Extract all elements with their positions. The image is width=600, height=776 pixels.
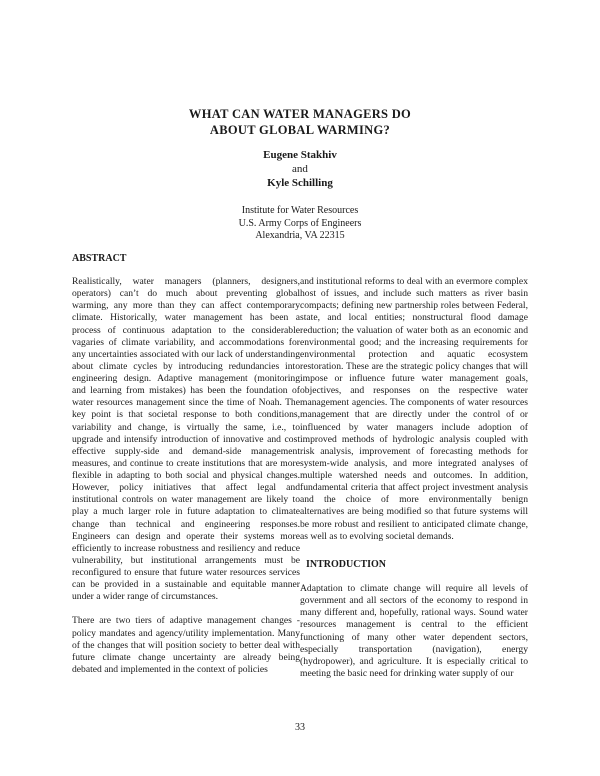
abstract-heading: ABSTRACT [72,253,127,264]
author-2: Kyle Schilling [267,177,333,189]
left-column [72,276,300,676]
affiliation-line-2: U.S. Army Corps of Engineers [238,217,362,229]
page-number: 33 [295,722,305,733]
abstract-paragraph-2: There are two tiers of adaptive management changes - policy mandates and agency/utility implementation. Many of the changes that will position society to better deal with future climate change uncertainty are already being debated and implemented in the context of policies [72,615,300,675]
affiliation-line-3: Alexandria, VA 22315 [255,230,345,241]
affiliation-line-1: Institute for Water Resources [241,205,359,216]
author-1: Eugene Stakhiv [263,149,337,161]
introduction-heading: INTRODUCTION [306,559,387,570]
abstract-continuation: and institutional reforms to deal with an evermore complex host of issues, and include such matters as river basin compacts; defining new partnership roles between Federal, state, and local entities; nonstructural flood damage reduction; the valuation of water both as an economic and environmental good; and the increasing requirements for environmental protection and aquatic ecosystem restoration. These are the strategic policy changes that will impose or influence future water management goals, objectives, and responses on the respective water management agencies. The components of water resources management that are directly under the control of or influenced by water managers include adoption of improved methods of hydrologic analysis coupled with risk analysis, improvement of forecasting methods for system-wide analysis, and more integrated analyses of multiple watershed needs and outcomes. In addition, fundamental criteria that affect project investment analysis and the choice of more environmentally benign alternatives are being modified so that future systems will be more robust and resilient to anticipated climate change, as well as to evolving societal demands. [300,276,528,542]
abstract-paragraph-1: Realistically, water managers (planners, designers, operators) can’t do much about preventing global warming, any more than they can affect contemporary climate. Historically, water management has been a process of continuous adaptation to the considerable vagaries of climate variability, and accommodations for any uncertainties associated with our lack of understanding about climate cycles by introducing redundancies into engineering design. Adaptive management (monitoring and learning from mistakes) has been the foundation of water resources management since the time of Noah. The key point is that societal response to both conditions, variability and change, is virtually the same, i.e., to upgrade and intensify introduction of innovative and cost effective supply-side and demand-side management measures, and continue to create institutions that are more flexible in adapting to both social and physical changes. However, policy initiatives that affect legal and institutional controls on water management are likely to play a much larger role in future adaptation to climate change than technical and engineering responses. Engineers can design and operate their systems more efficiently to increase robustness and resiliency and reduce vulnerability, but institutional arrangements must be reconfigured to ensure that future water resources services can be provided in a sustainable and equitable manner under a wider range of circumstances. [72,276,300,603]
affiliation [0,205,600,243]
paper-title [0,106,600,138]
introduction-body [300,583,528,680]
author-conjunction: and [292,163,308,175]
title-line-1: WHAT CAN WATER MANAGERS DO [188,107,412,121]
author-block [0,148,600,190]
introduction-paragraph-1: Adaptation to climate change will require all levels of government and all sectors of the economy to respond in many different and, hopefully, rational ways. Sound water resources management is central to the efficient functioning of many other water dependent sectors, especially transportation (navigation), energy (hydropower), and agriculture. It is especially critical to meeting the basic need for drinking water supply of our [300,583,528,679]
right-column [300,276,528,543]
title-line-2: ABOUT GLOBAL WARMING? [209,123,391,137]
